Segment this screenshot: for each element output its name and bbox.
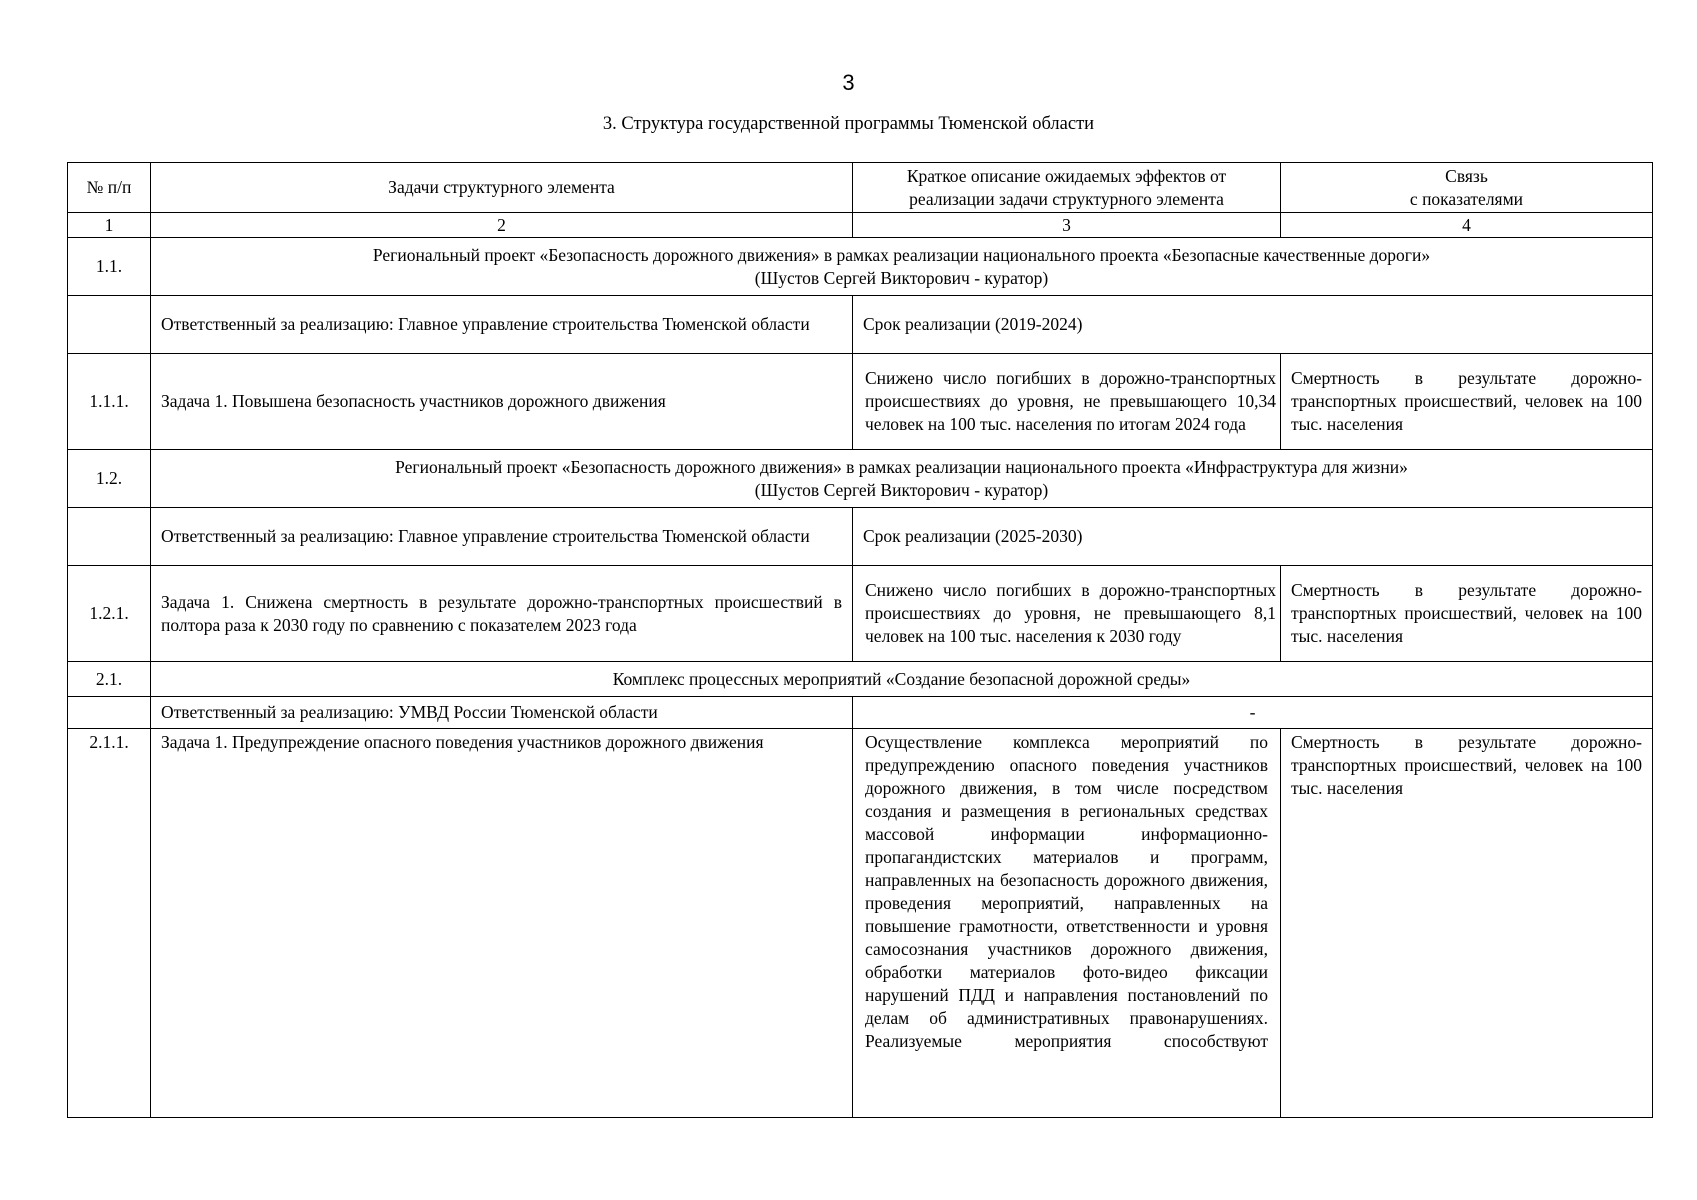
structure-table bbox=[67, 162, 1653, 1118]
indicator-cell bbox=[1281, 729, 1653, 1118]
term-text: Срок реализации (2019-2024) bbox=[853, 296, 1653, 354]
indicator-text: Смертность в результате дорожно-транспортных происшествий, человек на 100 тыс. населения bbox=[1281, 566, 1653, 662]
section-title-cell bbox=[151, 450, 1653, 508]
indicator-text: Смертность в результате дорожно-транспортных происшествий, человек на 100 тыс. населения bbox=[1281, 354, 1653, 450]
responsible-text: Ответственный за реализацию: УМВД России Тюменской области bbox=[151, 697, 853, 729]
task-number-text: 2.1.1. bbox=[89, 732, 129, 752]
table-header-row bbox=[68, 163, 1653, 213]
section-title-cell bbox=[151, 238, 1653, 296]
effect-text: Осуществление комплекса мероприятий по предупреждению опасного поведения участников дорожного движения, в том числе посредством создания и размещения в региональных средствах массовой информации информационно-пропагандистских материалов и программ, направленных на безопасность дорожного движения, проведения мероприятий, направленных на повышение грамотности, ответственности и уровня самосознания участников дорожного движения, обработки материалов фото-видео фиксации нарушений ПДД и направления постановлений по делам об административных правонарушениях. Реализуемые мероприятия способствуют bbox=[865, 732, 1268, 1051]
task-row bbox=[68, 729, 1653, 1118]
column-number: 2 bbox=[151, 213, 853, 238]
column-number: 4 bbox=[1281, 213, 1653, 238]
section-curator: (Шустов Сергей Викторович - куратор) bbox=[754, 267, 1049, 288]
header-number: № п/п bbox=[68, 163, 151, 213]
task-text: Задача 1. Повышена безопасность участников дорожного движения bbox=[151, 354, 853, 450]
page-number: 3 bbox=[842, 70, 855, 95]
document-title: 3. Структура государственной программы Тюменской области bbox=[602, 114, 1095, 134]
column-number: 3 bbox=[853, 213, 1281, 238]
empty-cell bbox=[68, 508, 151, 566]
section-number: 1.1. bbox=[68, 238, 151, 296]
responsible-text: Ответственный за реализацию: Главное управление строительства Тюменской области bbox=[151, 296, 853, 354]
effect-text: Снижено число погибших в дорожно-транспортных происшествиях до уровня, не превышающего 8,1 человек на 100 тыс. населения к 2030 году bbox=[853, 566, 1281, 662]
section-number: 2.1. bbox=[68, 662, 151, 697]
responsible-row bbox=[68, 296, 1653, 354]
section-title: Региональный проект «Безопасность дорожного движения» в рамках реализации национального проекта «Инфраструктура для жизни» bbox=[395, 456, 1408, 477]
task-text: Задача 1. Снижена смертность в результате дорожно-транспортных происшествий в полтора раза к 2030 году по сравнению с показателем 2023 года bbox=[151, 566, 853, 662]
term-text: Срок реализации (2025-2030) bbox=[853, 508, 1653, 566]
section-title: Региональный проект «Безопасность дорожного движения» в рамках реализации национального проекта «Безопасные качественные дороги» bbox=[372, 244, 1431, 265]
responsible-row bbox=[68, 697, 1653, 729]
column-number: 1 bbox=[68, 213, 151, 238]
section-curator: (Шустов Сергей Викторович - куратор) bbox=[754, 479, 1049, 500]
empty-cell bbox=[68, 296, 151, 354]
effect-cell bbox=[853, 729, 1281, 1118]
section-row bbox=[68, 238, 1653, 296]
empty-cell bbox=[68, 697, 151, 729]
task-number: 1.1.1. bbox=[68, 354, 151, 450]
section-row bbox=[68, 662, 1653, 697]
task-row bbox=[68, 566, 1653, 662]
section-title: Комплекс процессных мероприятий «Создание безопасной дорожной среды» bbox=[151, 662, 1653, 697]
indicator-text: Смертность в результате дорожно-транспортных происшествий, человек на 100 тыс. населения bbox=[1291, 732, 1642, 798]
section-row bbox=[68, 450, 1653, 508]
section-number: 1.2. bbox=[68, 450, 151, 508]
task-cell bbox=[151, 729, 853, 1118]
responsible-text: Ответственный за реализацию: Главное управление строительства Тюменской области bbox=[151, 508, 853, 566]
column-number-row bbox=[68, 213, 1653, 238]
effect-text: Снижено число погибших в дорожно-транспортных происшествиях до уровня, не превышающего 10,34 человек на 100 тыс. населения по итогам 2024 года bbox=[853, 354, 1281, 450]
header-tasks: Задачи структурного элемента bbox=[151, 163, 853, 213]
task-text: Задача 1. Предупреждение опасного поведения участников дорожного движения bbox=[161, 732, 764, 752]
header-indicators: Связь с показателями bbox=[1281, 163, 1653, 213]
task-row bbox=[68, 354, 1653, 450]
term-text: - bbox=[853, 697, 1653, 729]
task-number bbox=[68, 729, 151, 1118]
responsible-row bbox=[68, 508, 1653, 566]
task-number: 1.2.1. bbox=[68, 566, 151, 662]
header-effects: Краткое описание ожидаемых эффектов от реализации задачи структурного элемента bbox=[853, 163, 1281, 213]
